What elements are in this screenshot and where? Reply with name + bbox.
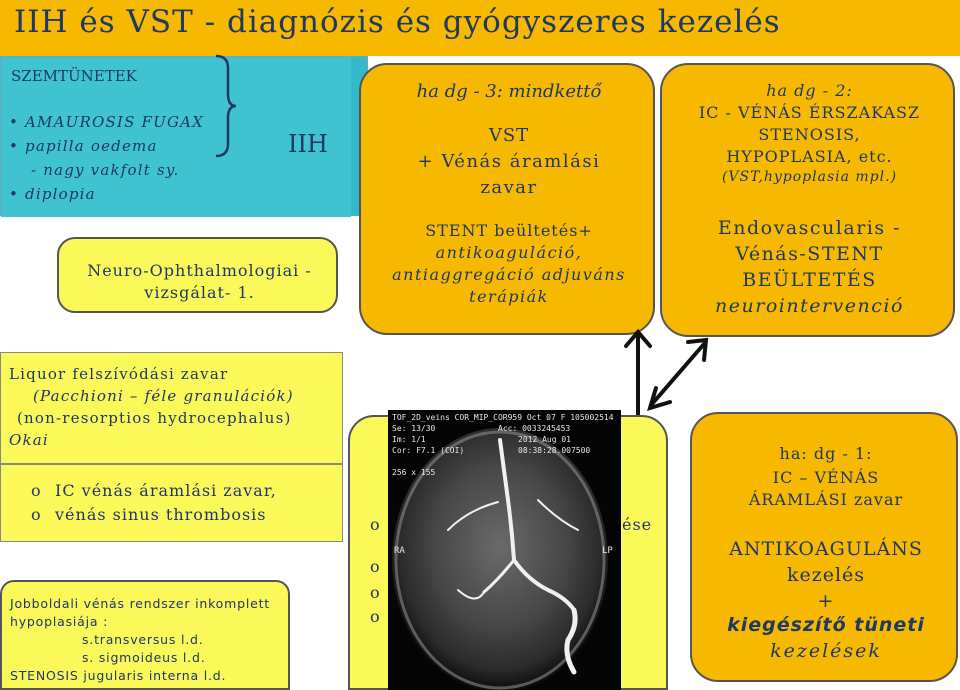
symptom-item: • diplopia (9, 185, 96, 203)
mri-time: 08:38:28.007500 (518, 446, 591, 455)
dg3-treatment-2: antikoaguláció, (435, 243, 583, 262)
diagnosis-2-box (660, 63, 955, 337)
mri-matrix: 256 x 155 (392, 468, 436, 477)
dg3-flow-2: zavar (480, 177, 538, 198)
hypoplasia-line-1: Jobboldali vénás rendszer inkomplett (10, 596, 270, 611)
dg1-line-1: IC – VÉNÁS (772, 468, 880, 487)
dg3-treatment-1: STENT beültetés+ (425, 221, 593, 240)
dg2-treatment-4: neurointervenció (715, 295, 904, 317)
cause-item-1: IC vénás áramlási zavar, (55, 481, 277, 500)
dg2-treatment-1: Endovascularis - (717, 217, 902, 239)
hypoplasia-line-5: STENOSIS jugularis interna l.d. (10, 668, 227, 683)
dg3-flow-1: + Vénás áramlási (417, 151, 601, 172)
neuro-line-1: Neuro-Ophthalmologiai - (87, 261, 312, 280)
dg1-treatment-1: ANTIKOAGULÁNS (729, 538, 923, 560)
mid-bullet: o (370, 515, 380, 534)
title-bar (0, 0, 960, 56)
dg2-line-1: IC - VÉNÁS ÉRSZAKASZ (698, 103, 921, 122)
cause-bullet: o (31, 505, 42, 524)
dg3-treatment-4: terápiák (469, 287, 549, 306)
hypoplasia-line-2: hypoplasiája : (10, 614, 109, 629)
symptom-item: - nagy vakfolt sy. (31, 161, 180, 179)
mri-accession: Acc: 0033245453 (498, 424, 571, 433)
brace-icon (214, 54, 238, 158)
mri-venogram-image (388, 410, 621, 690)
dg1-treatment-5: kezelések (770, 640, 882, 662)
hypoplasia-box (0, 580, 290, 690)
dg2-heading: ha dg - 2: (766, 81, 853, 100)
mri-image-number: Im: 1/1 (392, 435, 426, 444)
liquor-line-4: Okai (9, 431, 49, 449)
hypoplasia-line-3: s.transversus l.d. (82, 632, 204, 647)
symptom-item: • papilla oedema (9, 137, 158, 155)
neuro-line-2: vizsgálat- 1. (144, 283, 255, 302)
dg1-line-2: ÁRAMLÁSI zavar (748, 490, 904, 509)
dg2-line-4: (VST,hypoplasia mpl.) (721, 169, 898, 185)
liquor-line-3: (non-resorptios hydrocephalus) (17, 409, 292, 427)
dg2-treatment-2: Vénás-STENT (735, 243, 884, 265)
mri-coronal: Cor: F7.1 (COI) (392, 446, 465, 455)
mid-bullet: o (370, 583, 380, 602)
mid-bullet: o (370, 607, 380, 626)
cause-bullet: o (31, 481, 42, 500)
liquor-line-1: Liquor felszívódási zavar (9, 365, 229, 383)
dg2-line-2: STENOSIS, (758, 125, 861, 144)
mri-date: 2012 Aug 01 (518, 435, 571, 444)
mri-series: Se: 13/30 (392, 424, 436, 433)
causes-box (0, 464, 343, 542)
diagnosis-3-box (359, 63, 655, 335)
dg2-treatment-3: BEÜLTETÉS (742, 269, 877, 291)
dg1-treatment-3: + (817, 590, 835, 612)
diagnosis-1-box (690, 412, 958, 682)
dg1-heading: ha: dg - 1: (779, 444, 873, 463)
symptoms-heading: SZEMTÜNETEK (11, 67, 137, 85)
dg3-heading: ha dg - 3: mindkettő (416, 81, 602, 102)
mri-header-text: TOF_2D_veins COR_MIP_COR959 Oct 07 F 105002514 (392, 413, 614, 422)
mri-ra-label: RA (394, 546, 405, 556)
dg2-line-3: HYPOPLASIA, etc. (726, 147, 893, 166)
dg3-vst: VST (488, 125, 530, 146)
mid-bullet: o (370, 557, 380, 576)
cause-item-2: vénás sinus thrombosis (55, 505, 267, 524)
page-title: IIH és VST - diagnózis és gyógyszeres kezelés (14, 4, 781, 40)
hypoplasia-line-4: s. sigmoideus l.d. (82, 650, 206, 665)
symptom-item: • AMAUROSIS FUGAX (9, 113, 205, 131)
dg3-treatment-3: antiaggregáció adjuváns (392, 265, 626, 284)
dg1-treatment-4: kiegészítő tüneti (727, 614, 925, 636)
neuro-ophthalmology-box (57, 237, 338, 313)
iih-label: IIH (288, 130, 328, 158)
liquor-box (0, 352, 343, 464)
liquor-line-2: (Pacchioni – féle granulációk) (33, 387, 294, 405)
mri-lp-label: LP (602, 546, 613, 556)
mid-partial-text: ése (622, 515, 653, 534)
dg1-treatment-2: kezelés (786, 564, 866, 586)
